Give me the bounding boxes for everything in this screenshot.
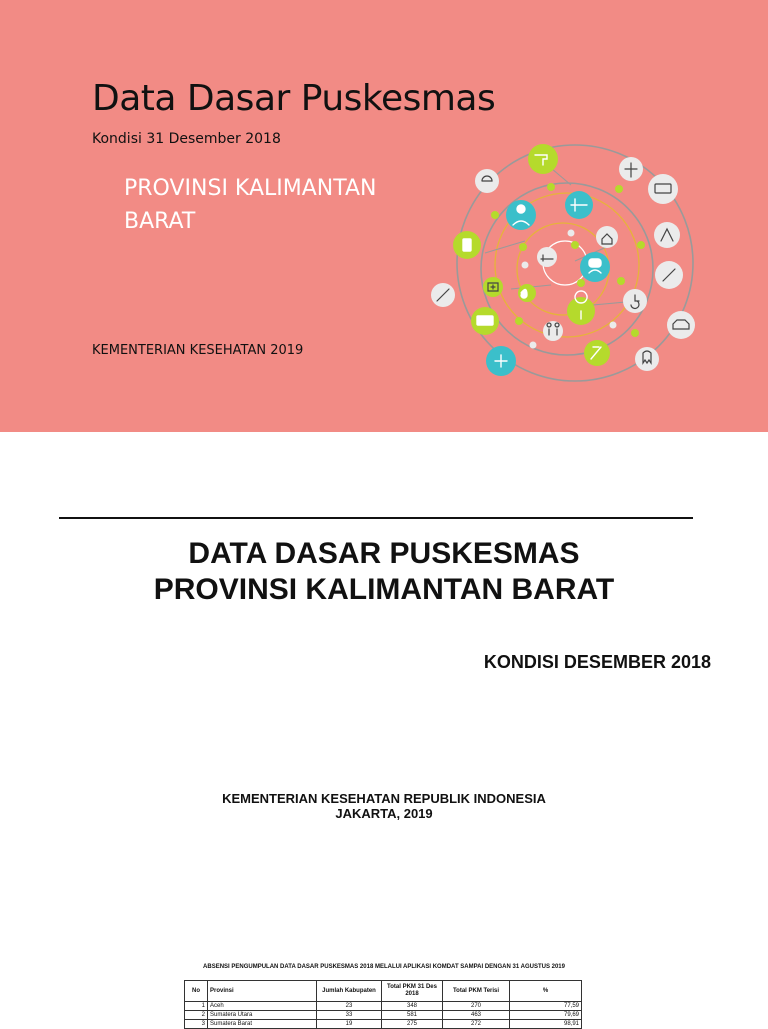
publisher-block: [0, 791, 768, 821]
cell-total-pkm: 581: [382, 1011, 443, 1020]
cell-percent: 77,59: [510, 1002, 582, 1011]
header-jumlah-kabupaten: Jumlah Kabupaten: [317, 981, 382, 1002]
cover-section: [0, 0, 768, 432]
cell-total-pkm: 275: [382, 1020, 443, 1029]
cell-percent: 98,91: [510, 1020, 582, 1029]
ambulance-icon: [648, 174, 678, 204]
stethoscope-icon: [584, 340, 610, 366]
cell-total-pkm-terisi: 270: [443, 1002, 510, 1011]
cell-percent: 79,69: [510, 1011, 582, 1020]
header-percent: %: [510, 981, 582, 1002]
cell-total-pkm: 348: [382, 1002, 443, 1011]
table-row: [185, 1011, 582, 1020]
cover-title: Data Dasar Puskesmas: [92, 78, 496, 119]
cover-province: PROVINSI KALIMANTAN BARAT: [124, 176, 377, 234]
header-provinsi: Provinsi: [208, 981, 317, 1002]
cell-jumlah-kabupaten: 23: [317, 1002, 382, 1011]
table-caption: ABSENSI PENGUMPULAN DATA DASAR PUSKESMAS 2018 MELALUI APLIKASI KOMDAT SAMPAI DENGAN 31 AGUSTUS 2019: [203, 964, 565, 970]
header-total-pkm-terisi: Total PKM Terisi: [443, 981, 510, 1002]
cover-date: Kondisi 31 Desember 2018: [92, 131, 281, 147]
publisher-place-year: JAKARTA, 2019: [335, 806, 433, 821]
header-no: No: [185, 981, 208, 1002]
kondisi-label: KONDISI DESEMBER 2018: [483, 652, 711, 672]
main-title-line1: DATA DASAR PUSKESMAS: [188, 537, 580, 570]
horizontal-rule: [59, 517, 693, 519]
table-row: [185, 1020, 582, 1029]
cell-jumlah-kabupaten: 19: [317, 1020, 382, 1029]
absensi-table: [184, 980, 582, 1029]
cover-ministry: KEMENTERIAN KESEHATAN 2019: [92, 343, 304, 358]
cell-provinsi: Sumatera Utara: [208, 1011, 317, 1020]
car-icon: [667, 311, 695, 339]
road-icon: [654, 222, 680, 248]
cell-no: 1: [185, 1002, 208, 1011]
cell-no: 2: [185, 1011, 208, 1020]
cell-jumlah-kabupaten: 33: [317, 1011, 382, 1020]
bed-icon: [537, 247, 557, 267]
cell-provinsi: Aceh: [208, 1002, 317, 1011]
health-network-illustration: [425, 135, 725, 385]
cell-no: 3: [185, 1020, 208, 1029]
cell-total-pkm-terisi: 463: [443, 1011, 510, 1020]
table-header-row: [185, 981, 582, 1002]
main-title: [0, 536, 768, 608]
header-total-pkm: Total PKM 31 Des 2018: [382, 981, 443, 1002]
table-row: [185, 1002, 582, 1011]
house-icon: [596, 226, 618, 248]
cell-total-pkm-terisi: 272: [443, 1020, 510, 1029]
family-icon: [543, 321, 563, 341]
publisher-name: KEMENTERIAN KESEHATAN REPUBLIK INDONESIA: [222, 791, 546, 806]
cell-provinsi: Sumatera Barat: [208, 1020, 317, 1029]
main-title-line2: PROVINSI KALIMANTAN BARAT: [153, 573, 615, 606]
